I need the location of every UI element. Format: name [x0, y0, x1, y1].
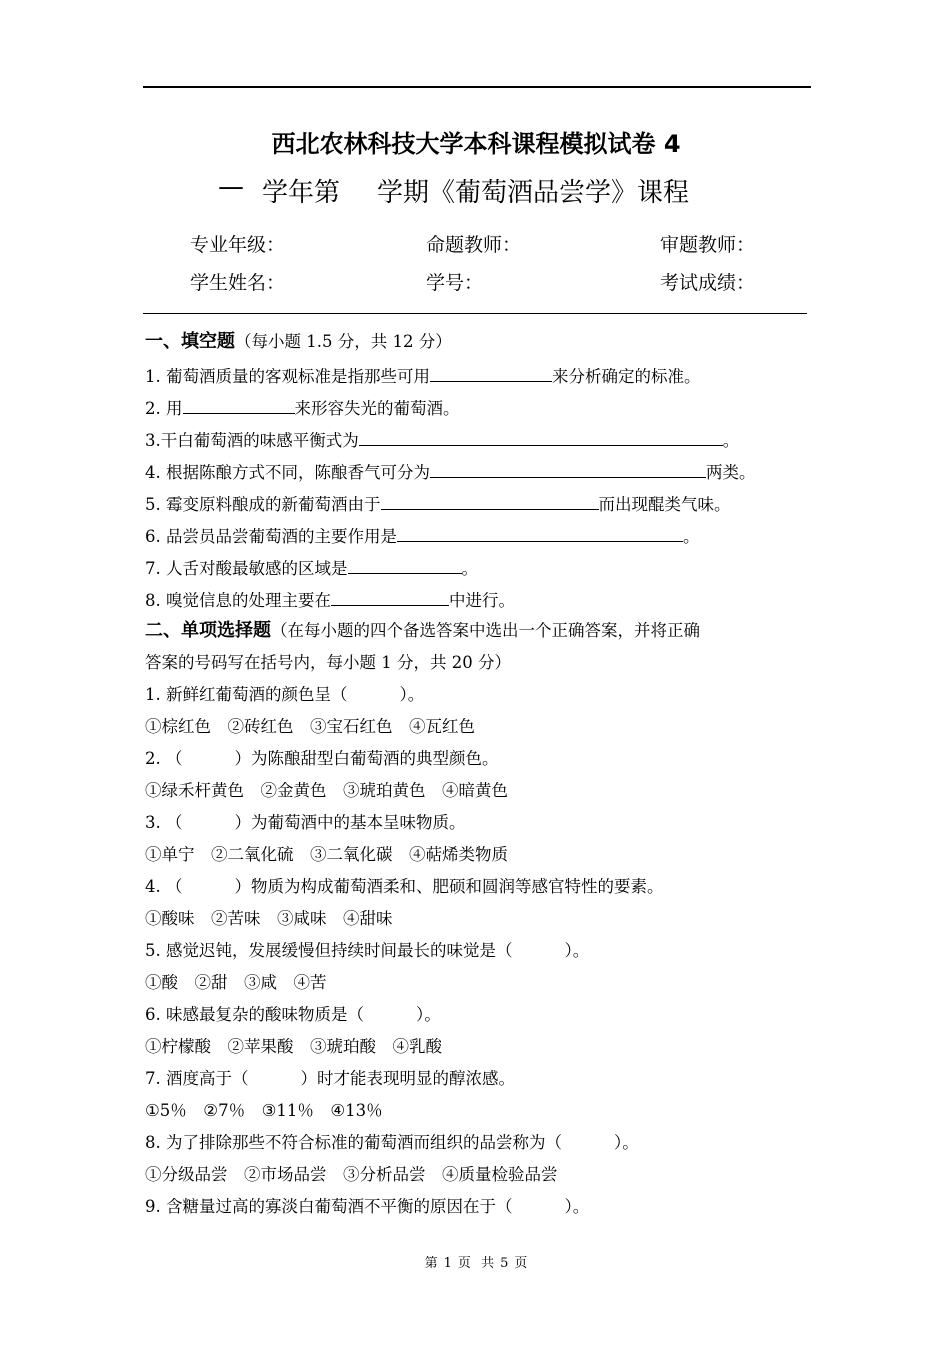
- fill-question-1: [145, 363, 701, 389]
- answer-blank[interactable]: [430, 459, 706, 478]
- question-text: 来分析确定的标准。: [552, 367, 701, 386]
- choice-question-7: [145, 1067, 515, 1091]
- choice-question-9: [145, 1195, 589, 1219]
- choice-question-3: [145, 811, 466, 835]
- answer-blank[interactable]: [331, 587, 449, 606]
- choice-question-2: [145, 747, 499, 771]
- answer-blank[interactable]: [430, 363, 552, 382]
- section2-heading-line: [145, 619, 700, 643]
- question-text: 中进行。: [449, 591, 515, 610]
- question-text: 而出现醌类气味。: [598, 495, 731, 514]
- choice-options-3: ①单宁 ②二氧化硫 ③二氧化碳 ④萜烯类物质: [145, 845, 508, 864]
- subtitle-term: 学期《葡萄酒品尝学》课程: [377, 178, 690, 208]
- total-label: 共: [481, 1256, 495, 1271]
- question-text: 。: [461, 559, 478, 578]
- fill-question-8: [145, 587, 515, 613]
- question-text: 4. 根据陈酿方式不同，陈酿香气可分为: [145, 463, 430, 482]
- question-text: 7. 人舌对酸最敏感的区域是: [145, 559, 348, 578]
- choice-options-5: ①酸 ②甜 ③咸 ④苦: [145, 973, 327, 992]
- exam-title: 西北农林科技大学本科课程模拟试卷 4: [271, 130, 681, 158]
- choice-options-2: ①绿禾杆黄色 ②金黄色 ③琥珀黄色 ④暗黄色: [145, 781, 508, 800]
- choice-options-4: ①酸味 ②苦味 ③咸味 ④甜味: [145, 909, 393, 928]
- choice-question-1: [145, 683, 424, 707]
- fill-question-7: [145, 555, 478, 581]
- question-text: 来形容失光的葡萄酒。: [294, 399, 460, 418]
- choice-question-4: [145, 875, 664, 899]
- student-id-label: 学号：: [426, 272, 484, 294]
- question-text: 6. 品尝员品尝葡萄酒的主要作用是: [145, 527, 397, 546]
- question-text: 2. （: [145, 749, 183, 768]
- question-text: 。: [683, 527, 700, 546]
- page-footer: [0, 1252, 952, 1271]
- section1-heading-line: [145, 330, 452, 354]
- question-text: 3.干白葡萄酒的味感平衡式为: [145, 431, 359, 450]
- question-text: 两类。: [706, 463, 756, 482]
- question-text: 1. 新鲜红葡萄酒的颜色呈（: [145, 685, 348, 704]
- answer-blank[interactable]: [397, 523, 683, 542]
- choice-question-5: [145, 939, 589, 963]
- section2-note: （在每小题的四个备选答案中选出一个正确答案，并将正确: [271, 621, 700, 640]
- section2-note-cont: 答案的号码写在括号内，每小题 1 分，共 20 分）: [145, 653, 511, 672]
- question-text: 3. （: [145, 813, 183, 832]
- fill-question-5: [145, 491, 731, 517]
- fill-question-2: [145, 395, 460, 421]
- answer-blank[interactable]: [381, 491, 599, 510]
- answer-blank[interactable]: [359, 427, 723, 446]
- answer-blank[interactable]: [183, 395, 295, 414]
- question-text: 5. 感觉迟钝，发展缓慢但持续时间最长的味觉是（: [145, 941, 513, 960]
- question-text: 6. 味感最复杂的酸味物质是（: [145, 1005, 364, 1024]
- section2-heading: 二、单项选择题: [145, 620, 271, 641]
- fill-question-6: [145, 523, 700, 549]
- question-text: ）为葡萄酒中的基本呈味物质。: [234, 813, 466, 832]
- question-text: ）。: [564, 1197, 590, 1216]
- question-text: ）。: [399, 685, 425, 704]
- answer-blank[interactable]: [348, 555, 462, 574]
- subtitle-dash: —: [218, 172, 244, 202]
- page-unit: 页: [457, 1256, 471, 1271]
- subtitle-year: 学年第: [262, 178, 341, 208]
- question-text: 2. 用: [145, 399, 183, 418]
- question-text: ）。: [564, 941, 590, 960]
- reviewer-label: 审题教师：: [660, 234, 756, 256]
- question-text: 1. 葡萄酒质量的客观标准是指那些可用: [145, 367, 430, 386]
- section1-heading: 一、填空题: [145, 331, 235, 352]
- top-rule: [143, 86, 811, 88]
- choice-question-8: [145, 1131, 639, 1155]
- question-text: 8. 嗅觉信息的处理主要在: [145, 591, 331, 610]
- section1-note: （每小题 1.5 分，共 12 分）: [235, 332, 452, 351]
- question-text: 9. 含糖量过高的寡淡白葡萄酒不平衡的原因在于（: [145, 1197, 513, 1216]
- question-text: ）时才能表现明显的醇浓感。: [300, 1069, 515, 1088]
- question-text: ）。: [614, 1133, 639, 1152]
- question-text: ）。: [416, 1005, 441, 1024]
- score-label: 考试成绩：: [660, 272, 756, 294]
- total-unit: 页: [514, 1256, 528, 1271]
- question-text: 5. 霉变原料酿成的新葡萄酒由于: [145, 495, 381, 514]
- choice-question-6: [145, 1003, 441, 1027]
- question-text: 。: [722, 431, 740, 450]
- choice-options-7: ①5％ ②7％ ③11％ ④13％: [145, 1101, 383, 1120]
- question-text: ）物质为构成葡萄酒柔和、肥硕和圆润等感官特性的要素。: [234, 877, 664, 896]
- page-number: 1: [443, 1256, 452, 1271]
- question-text: ）为陈酿甜型白葡萄酒的典型颜色。: [234, 749, 499, 768]
- total-pages: 5: [500, 1256, 509, 1271]
- header-divider: [143, 313, 807, 314]
- choice-options-6: ①柠檬酸 ②苹果酸 ③琥珀酸 ④乳酸: [145, 1037, 442, 1056]
- student-name-label: 学生姓名：: [190, 272, 286, 294]
- question-text: 4. （: [145, 877, 183, 896]
- major-label: 专业年级：: [190, 234, 286, 256]
- page-label: 第: [424, 1256, 438, 1271]
- setter-label: 命题教师：: [426, 234, 522, 256]
- question-text: 7. 酒度高于（: [145, 1069, 249, 1088]
- fill-question-4: [145, 459, 756, 485]
- question-text: 8. 为了排除那些不符合标准的葡萄酒而组织的品尝称为（: [145, 1133, 562, 1152]
- choice-options-1: ①棕红色 ②砖红色 ③宝石红色 ④瓦红色: [145, 717, 475, 736]
- choice-options-8: ①分级品尝 ②市场品尝 ③分析品尝 ④质量检验品尝: [145, 1165, 558, 1184]
- fill-question-3: [145, 427, 739, 453]
